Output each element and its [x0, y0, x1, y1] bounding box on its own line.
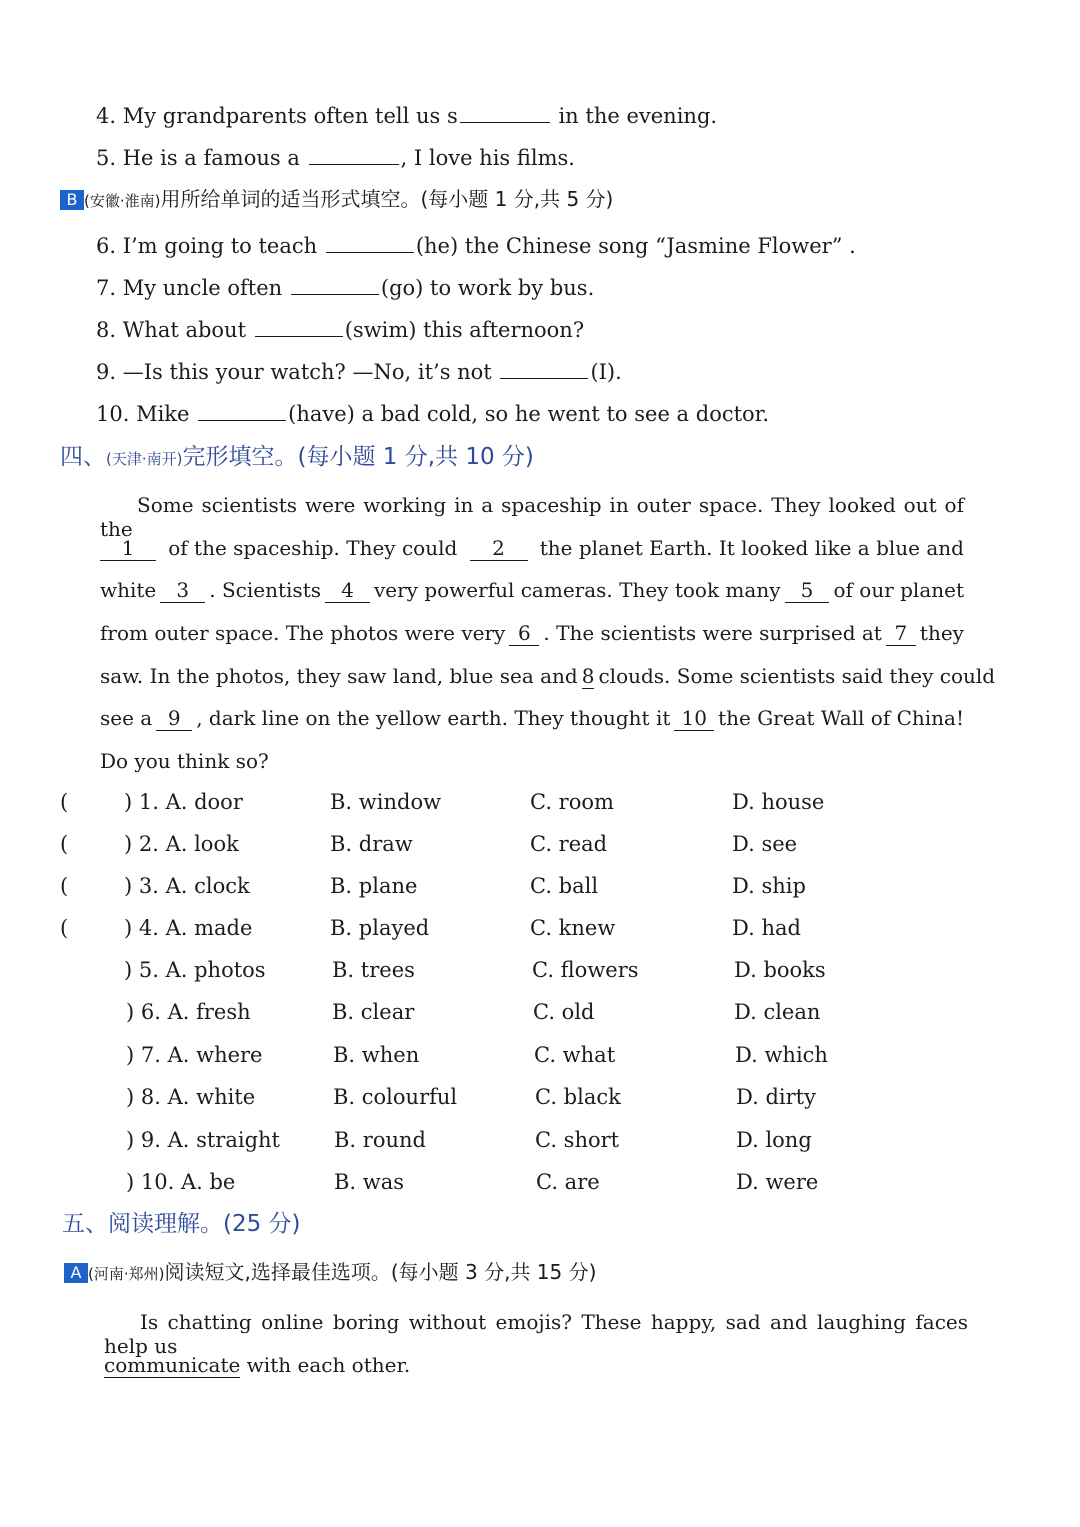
- option-b[interactable]: B. round: [334, 1128, 426, 1152]
- option-b[interactable]: B. when: [333, 1043, 420, 1067]
- answer-blank[interactable]: [500, 360, 588, 379]
- cloze-blank-2[interactable]: 2: [470, 536, 528, 561]
- option-c[interactable]: C. knew: [530, 916, 616, 940]
- answer-blank[interactable]: [291, 276, 379, 295]
- cloze-line-4: from outer space. The photos were very 6 . The scientists were surprised at 7 they: [100, 621, 964, 645]
- answer-paren[interactable]: (: [60, 832, 69, 856]
- reading-line-1: Is chatting online boring without emojis? These happy, sad and laughing faces help us: [104, 1310, 968, 1358]
- question-row: ) 1. A. door: [124, 790, 243, 814]
- question-4: 4. My grandparents often tell us s in the evening.: [96, 104, 718, 128]
- question-5: 5. He is a famous a , I love his films.: [96, 146, 575, 170]
- section-b-tag: B: [60, 190, 84, 210]
- option-c[interactable]: C. ball: [530, 874, 599, 898]
- cloze-blank-1[interactable]: 1: [100, 536, 156, 561]
- answer-blank[interactable]: [460, 104, 550, 123]
- option-c[interactable]: C. read: [530, 832, 608, 856]
- option-d[interactable]: D. house: [732, 790, 825, 814]
- question-row: ) 9. A. straight: [126, 1128, 280, 1152]
- question-row: [60, 874, 68, 899]
- cloze-line-7: Do you think so?: [100, 749, 269, 773]
- cloze-line-5: saw. In the photos, they saw land, blue sea and 8 clouds. Some scientists said they could: [100, 664, 996, 688]
- option-c[interactable]: C. what: [534, 1043, 616, 1067]
- option-d[interactable]: D. ship: [732, 874, 806, 898]
- option-c[interactable]: C. room: [530, 790, 614, 814]
- question-row: ) 8. A. white: [126, 1085, 256, 1109]
- cloze-blank-3[interactable]: 3: [160, 578, 205, 603]
- question-row: [60, 832, 68, 857]
- part4-heading: 四、(天津·南开)完形填空。(每小题 1 分,共 10 分): [60, 444, 534, 470]
- question-8: 8. What about (swim) this afternoon?: [96, 318, 585, 342]
- option-d[interactable]: D. which: [735, 1043, 828, 1067]
- question-row: ) 4. A. made: [124, 916, 253, 940]
- option-c[interactable]: C. black: [535, 1085, 621, 1109]
- section-a-heading: A (河南·郑州)阅读短文,选择最佳选项。(每小题 3 分,共 15 分): [64, 1260, 596, 1284]
- option-c[interactable]: C. old: [533, 1000, 595, 1024]
- option-b[interactable]: B. window: [330, 790, 442, 814]
- option-c[interactable]: C. short: [535, 1128, 620, 1152]
- cloze-line-6: see a 9 , dark line on the yellow earth. They thought it 10 the Great Wall of China!: [100, 706, 964, 730]
- option-d[interactable]: D. were: [736, 1170, 819, 1194]
- cloze-line-2: 1 of the spaceship. They could 2 the planet Earth. It looked like a blue and: [100, 536, 964, 561]
- cloze-line-3: white 3 . Scientists 4 very powerful cameras. They took many 5 of our planet: [100, 578, 965, 602]
- option-c[interactable]: C. are: [536, 1170, 600, 1194]
- question-row: ) 5. A. photos: [124, 958, 266, 982]
- answer-blank[interactable]: [309, 146, 399, 165]
- underlined-word: communicate: [104, 1353, 241, 1377]
- question-row: ) 6. A. fresh: [126, 1000, 251, 1024]
- section-a-tag: A: [64, 1263, 88, 1283]
- reading-line-2: communicate with each other.: [104, 1353, 411, 1377]
- question-row: ) 7. A. where: [126, 1043, 263, 1067]
- answer-paren[interactable]: (: [60, 874, 69, 898]
- option-b[interactable]: B. clear: [332, 1000, 415, 1024]
- question-row: ) 2. A. look: [124, 832, 239, 856]
- cloze-blank-10[interactable]: 10: [674, 706, 714, 731]
- option-b[interactable]: B. trees: [332, 958, 415, 982]
- cloze-blank-5[interactable]: 5: [785, 578, 830, 603]
- option-b[interactable]: B. played: [330, 916, 430, 940]
- option-d[interactable]: D. long: [736, 1128, 812, 1152]
- answer-blank[interactable]: [198, 402, 286, 421]
- cloze-blank-6[interactable]: 6: [509, 621, 539, 646]
- option-d[interactable]: D. had: [732, 916, 801, 940]
- option-b[interactable]: B. colourful: [333, 1085, 458, 1109]
- option-d[interactable]: D. dirty: [736, 1085, 816, 1109]
- cloze-line-1: Some scientists were working in a spaceship in outer space. They looked out of the: [100, 493, 964, 541]
- question-9: 9. —Is this your watch? —No, it’s not (I).: [96, 360, 622, 384]
- answer-blank[interactable]: [326, 234, 414, 253]
- option-d[interactable]: D. see: [732, 832, 798, 856]
- answer-paren[interactable]: (: [60, 916, 69, 940]
- option-b[interactable]: B. draw: [330, 832, 413, 856]
- question-row: ) 10. A. be: [126, 1170, 236, 1194]
- answer-paren[interactable]: (: [60, 790, 69, 814]
- question-6: 6. I’m going to teach (he) the Chinese song “Jasmine Flower” .: [96, 234, 856, 258]
- question-7: 7. My uncle often (go) to work by bus.: [96, 276, 595, 300]
- part5-heading: 五、阅读理解。(25 分): [62, 1211, 301, 1237]
- question-row: ) 3. A. clock: [124, 874, 250, 898]
- answer-blank[interactable]: [255, 318, 343, 337]
- option-d[interactable]: D. clean: [734, 1000, 821, 1024]
- option-d[interactable]: D. books: [734, 958, 826, 982]
- cloze-blank-4[interactable]: 4: [325, 578, 370, 603]
- option-c[interactable]: C. flowers: [532, 958, 639, 982]
- cloze-blank-7[interactable]: 7: [886, 621, 916, 646]
- question-row: [60, 916, 68, 941]
- question-10: 10. Mike (have) a bad cold, so he went to see a doctor.: [96, 402, 770, 426]
- section-b-heading: B (安徽·淮南)用所给单词的适当形式填空。(每小题 1 分,共 5 分): [60, 187, 613, 211]
- question-row: [60, 790, 68, 815]
- option-b[interactable]: B. plane: [330, 874, 418, 898]
- cloze-blank-8[interactable]: 8: [581, 664, 595, 688]
- cloze-blank-9[interactable]: 9: [156, 706, 192, 731]
- option-b[interactable]: B. was: [334, 1170, 405, 1194]
